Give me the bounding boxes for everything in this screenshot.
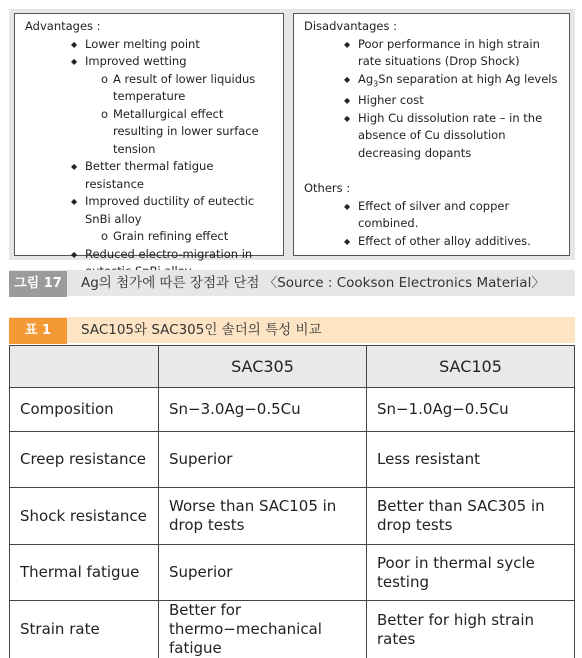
table-row	[10, 601, 575, 658]
table-cell: Better for high strain rates	[367, 601, 575, 658]
table-header-row	[10, 346, 575, 388]
list-item: ◆ $Ag_3Sn$ separation at high Ag levels	[344, 71, 563, 93]
table-cell: Worse than SAC105 in drop tests	[159, 488, 367, 545]
others-title: Others :	[304, 181, 351, 196]
list-item: ◆ Better thermal fatigue resistance	[71, 158, 275, 193]
header-cell: SAC105	[367, 346, 575, 388]
advantages-box	[14, 13, 284, 261]
list-item: ◆ Improved wetting o A result of lower liquidus temperature o Metallurgical effect resulting in lower surface tension	[71, 53, 275, 158]
table-cell: Better than SAC305 in drop tests	[367, 488, 575, 545]
sub-item: o Grain refining effect	[101, 228, 275, 246]
header-cell: SAC305	[159, 346, 367, 388]
table-row	[10, 488, 575, 545]
figure-tag: 그림 17	[9, 271, 67, 297]
table-row	[10, 432, 575, 488]
disadvantages-box	[293, 13, 570, 256]
figure-17	[9, 9, 575, 260]
table-cell: Creep resistance	[10, 432, 159, 488]
table-cell: Shock resistance	[10, 488, 159, 545]
figure-caption	[9, 270, 575, 296]
table-cell: Thermal fatigue	[10, 545, 159, 601]
table-cell: Superior	[159, 432, 367, 488]
table-cell: Less resistant	[367, 432, 575, 488]
table-cell: Sn−3.0Ag−0.5Cu	[159, 388, 367, 432]
header-cell	[10, 346, 159, 388]
figure-caption-text: Ag의 첨가에 따른 장점과 단점 〈Source : Cookson Electronics Material〉	[81, 275, 545, 291]
table-row	[10, 545, 575, 601]
sub-item: o A result of lower liquidus temperature	[101, 71, 275, 106]
table-caption	[9, 317, 575, 343]
table-caption-text: SAC105와 SAC305인 솔더의 특성 비교	[81, 322, 322, 338]
table-tag: 표 1	[9, 318, 67, 344]
others-list	[344, 198, 563, 251]
list-item: ◆ Lower melting point	[71, 36, 275, 54]
list-item: ◆ Improved ductility of eutectic SnBi alloy o Grain refining effect	[71, 193, 275, 246]
table-cell: Better for thermo−mechanical fatigue	[159, 601, 367, 658]
disadvantages-title: Disadvantages :	[304, 19, 397, 33]
list-item: ◆ Poor performance in high strain rate situations (Drop Shock)	[344, 36, 563, 71]
table-cell: Strain rate	[10, 601, 159, 658]
table-cell: Poor in thermal sycle testing	[367, 545, 575, 601]
list-item: ◆ Higher cost	[344, 92, 563, 110]
list-item: ◆ High Cu dissolution rate – in the absence of Cu dissolution decreasing dopants	[344, 110, 563, 163]
sub-item: o Metallurgical effect resulting in lower surface tension	[101, 106, 275, 159]
advantages-list	[71, 36, 275, 281]
disadvantages-list	[344, 36, 563, 163]
advantages-title: Advantages :	[25, 19, 101, 33]
list-item: ◆ Reduced electro-migration in	[71, 246, 275, 281]
comparison-table	[9, 345, 575, 658]
list-item: ◆ Effect of silver and copper combined.	[344, 198, 563, 233]
table-cell: Composition	[10, 388, 159, 432]
table-cell: Superior	[159, 545, 367, 601]
table-row	[10, 388, 575, 432]
list-item: ◆ Effect of other alloy additives.	[344, 233, 563, 251]
table-cell: Sn−1.0Ag−0.5Cu	[367, 388, 575, 432]
